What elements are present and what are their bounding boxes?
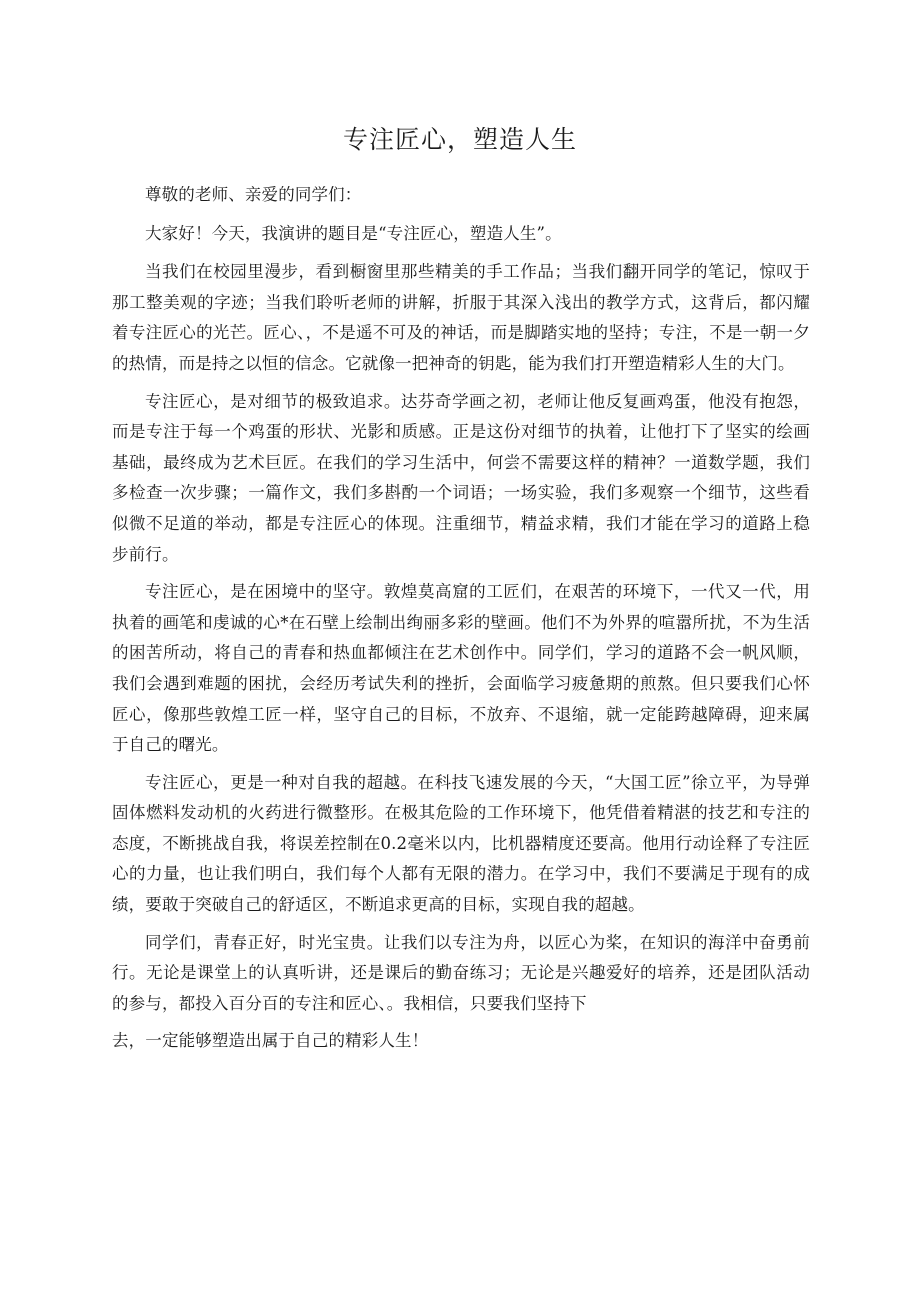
salutation-paragraph: 尊敬的老师、亲爱的同学们： xyxy=(145,185,362,204)
page-title: 专注匠心，塑造人生 xyxy=(342,125,577,154)
intro-paragraph: 当我们在校园里漫步，看到橱窗里那些精美的手工作品；当我们翻开同学的笔记，惊叹于那工整美观的字迹；当我们聆听老师的讲解，折服于其深入浅出的教学方式，这背后，都闪耀着专注匠心的光芒。匠心、，不是遥不可及的神话，而是脚踏实地的坚持；专注，不是一朝一夕的热情，而是持之以恒的信念。它就像一把神奇的钥匙，能为我们打开塑造精彩人生的大门。 xyxy=(112,262,810,373)
self-transcendence-paragraph: 专注匠心，更是一种对自我的超越。在科技飞速发展的今天，“大国工匠”徐立平，为导弹固体燃料发动机的火药进行微整形。在极其危险的工作环境下，他凭借着精湛的技艺和专注的态度，不断挑战自我，将误差控制在0.2毫米以内，比机器精度还要高。他用行动诠释了专注匠心的力量，也让我们明白，我们每个人都有无限的潜力。在学习中，我们不要满足于现有的成绩，要敢于突破自己的舒适区，不断追求更高的目标，实现自我的超越。 xyxy=(112,772,810,915)
closing-paragraph: 同学们，青春正好，时光宝贵。让我们以专注为舟，以匠心为桨，在知识的海洋中奋勇前行。无论是课堂上的认真听讲，还是课后的勤奋练习；无论是兴趣爱好的培养，还是团队活动的参与，都投入百分百的专注和匠心、。我相信，只要我们坚持下 xyxy=(112,932,810,1013)
detail-paragraph: 专注匠心，是对细节的极致追求。达芬奇学画之初，老师让他反复画鸡蛋，他没有抱怨，而是专注于每一个鸡蛋的形状、光影和质感。正是这份对细节的执着，让他打下了坚实的绘画基础，最终成为艺术巨匠。在我们的学习生活中，何尝不需要这样的精神？一道数学题，我们多检查一次步骤；一篇作文，我们多斟酌一个词语；一场实验，我们多观察一个细节，这些看似微不足道的举动，都是专注匠心的体现。注重细节，精益求精，我们才能在学习的道路上稳步前行。 xyxy=(112,391,810,564)
perseverance-paragraph: 专注匠心，是在困境中的坚守。敦煌莫高窟的工匠们，在艰苦的环境下，一代又一代，用执着的画笔和虔诚的心*在石壁上绘制出绚丽多彩的壁画。他们不为外界的喧嚣所扰，不为生活的困苦所动，将自己的青春和热血都倾注在艺术创作中。同学们，学习的道路不会一帆风顺，我们会遇到难题的困扰，会经历考试失利的挫折，会面临学习疲惫期的煎熬。但只要我们心怀匠心，像那些敦煌工匠一样，坚守自己的目标，不放弃、不退缩，就一定能跨越障碍，迎来属于自己的曙光。 xyxy=(112,582,810,755)
greeting-paragraph: 大家好！今天，我演讲的题目是“专注匠心，塑造人生”。 xyxy=(145,223,562,243)
speech-body xyxy=(112,180,810,1064)
closing-paragraph-continuation: 去，一定能够塑造出属于自己的精彩人生！ xyxy=(112,1031,429,1051)
